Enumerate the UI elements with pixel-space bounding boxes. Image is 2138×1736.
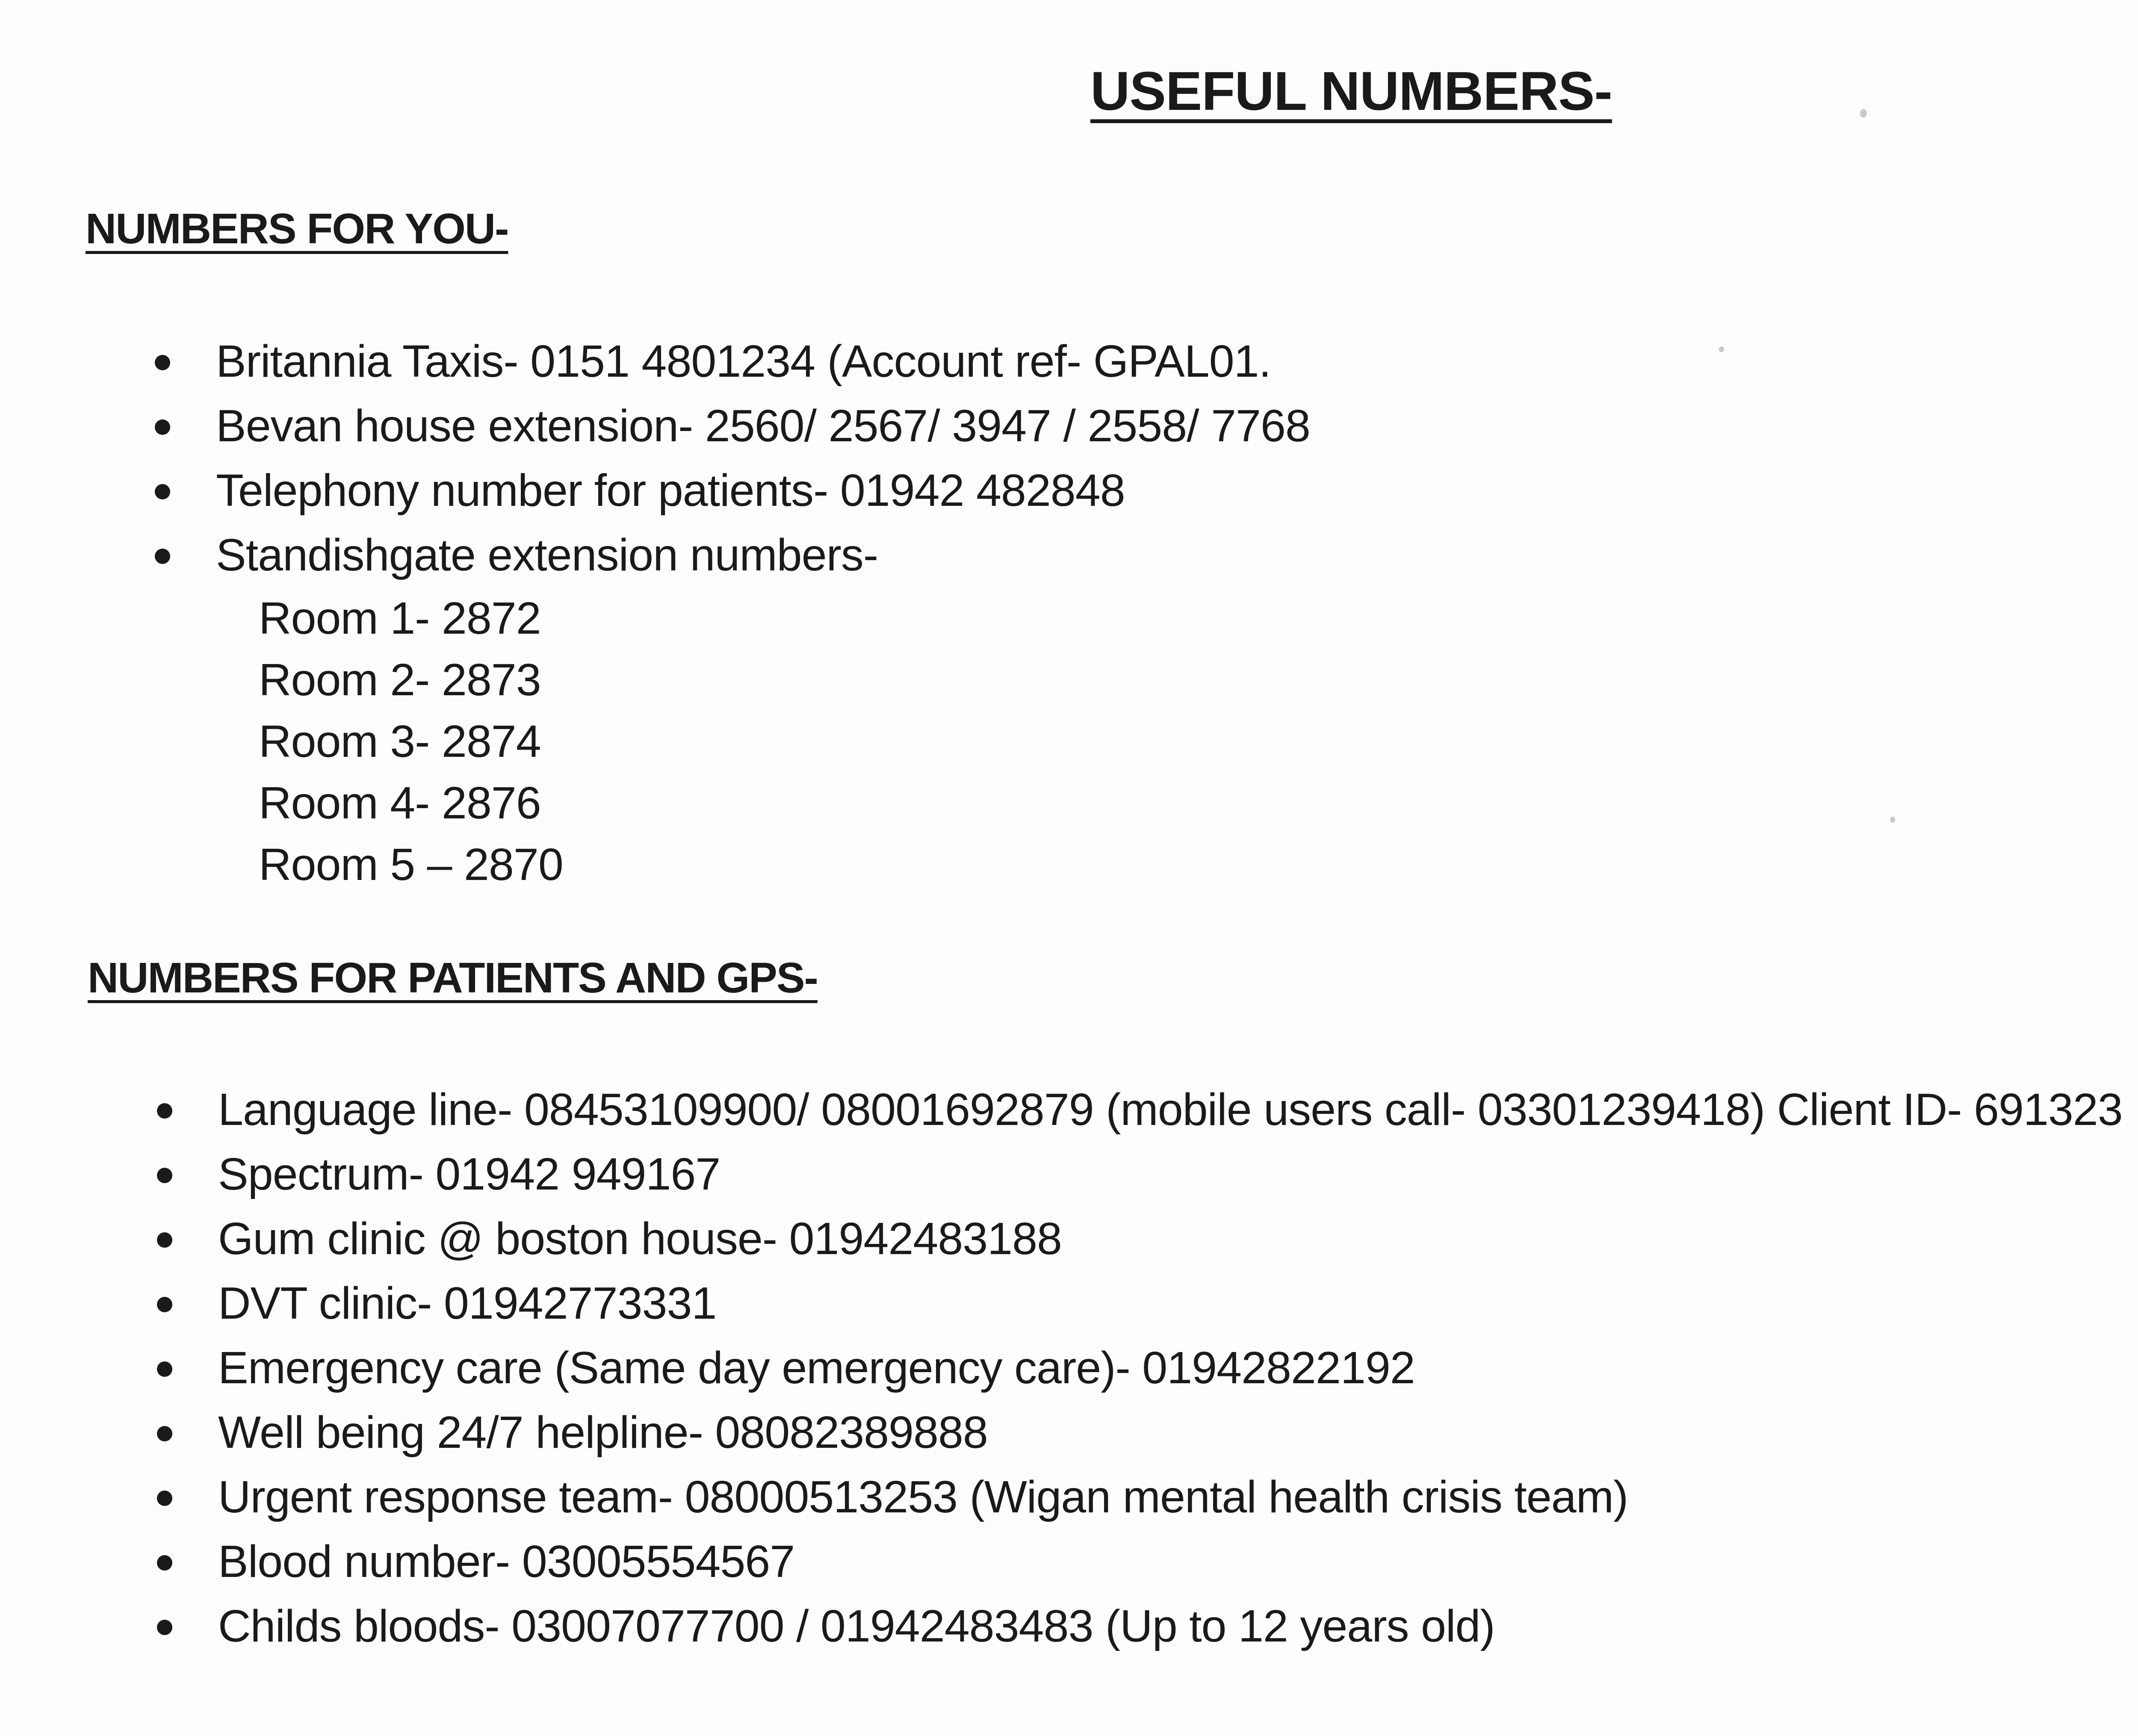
bullet-icon bbox=[157, 1491, 172, 1506]
list-item bbox=[145, 329, 1310, 394]
list-item-text: Britannia Taxis- 0151 4801234 (Account ref- GPAL01. bbox=[216, 336, 1271, 387]
bullet-icon bbox=[157, 1361, 172, 1377]
bullet-icon bbox=[155, 484, 170, 499]
list-item-text: Gum clinic @ boston house- 01942483188 bbox=[218, 1213, 1062, 1264]
list-item-text: Blood number- 03005554567 bbox=[218, 1536, 795, 1587]
bullet-icon bbox=[155, 355, 170, 370]
room-extension-list bbox=[216, 588, 1310, 895]
list-item bbox=[148, 1078, 2123, 1142]
scan-speck bbox=[1719, 346, 1724, 352]
numbers-for-patients-list bbox=[148, 1078, 2123, 1659]
numbers-for-you-list bbox=[145, 329, 1310, 895]
room-extension-item: Room 1- 2872 bbox=[259, 593, 541, 644]
list-item bbox=[148, 1529, 2123, 1594]
bullet-icon bbox=[157, 1426, 172, 1441]
bullet-icon bbox=[157, 1297, 172, 1312]
list-item-text: Urgent response team- 08000513253 (Wigan mental health crisis team) bbox=[218, 1472, 1628, 1522]
list-item bbox=[148, 1400, 2123, 1465]
list-item bbox=[145, 523, 1310, 895]
list-item-text: Childs bloods- 03007077700 / 01942483483 (Up to 12 years old) bbox=[218, 1601, 1495, 1651]
bullet-icon bbox=[157, 1103, 172, 1119]
room-extension-item: Room 3- 2874 bbox=[259, 716, 541, 767]
list-item-text: Well being 24/7 helpline- 08082389888 bbox=[218, 1407, 988, 1458]
list-item-text: Telephony number for patients- 01942 482848 bbox=[216, 465, 1125, 516]
section-heading-numbers-for-patients-and-gps: NUMBERS FOR PATIENTS AND GPS- bbox=[88, 954, 818, 1002]
list-item bbox=[148, 1336, 2123, 1400]
list-item bbox=[148, 1271, 2123, 1336]
list-item-text: Language line- 08453109900/ 08001692879 (mobile users call- 03301239418) Client ID- 691323 bbox=[218, 1084, 2123, 1135]
scan-speck bbox=[1890, 817, 1895, 823]
room-extension-item: Room 5 – 2870 bbox=[259, 839, 563, 890]
list-item bbox=[145, 394, 1310, 458]
bullet-icon bbox=[157, 1232, 172, 1248]
bullet-icon bbox=[155, 419, 170, 435]
scan-speck bbox=[1860, 109, 1867, 118]
bullet-icon bbox=[157, 1555, 172, 1571]
bullet-icon bbox=[157, 1620, 172, 1635]
room-extension-item: Room 2- 2873 bbox=[259, 655, 541, 705]
list-item bbox=[148, 1142, 2123, 1207]
room-extension-item: Room 4- 2876 bbox=[259, 778, 541, 828]
list-item bbox=[148, 1207, 2123, 1271]
list-item bbox=[145, 458, 1310, 523]
list-item-text: Emergency care (Same day emergency care)- 01942822192 bbox=[218, 1343, 1415, 1393]
list-item-text: Spectrum- 01942 949167 bbox=[218, 1149, 721, 1199]
bullet-icon bbox=[157, 1168, 172, 1183]
list-item bbox=[148, 1594, 2123, 1659]
list-item-text: Standishgate extension numbers- bbox=[216, 530, 878, 580]
list-item-text: Bevan house extension- 2560/ 2567/ 3947 / 2558/ 7768 bbox=[216, 401, 1310, 451]
bullet-icon bbox=[155, 549, 170, 564]
page-title: USEFUL NUMBERS- bbox=[1090, 61, 1612, 122]
section-heading-numbers-for-you: NUMBERS FOR YOU- bbox=[86, 205, 508, 253]
list-item bbox=[148, 1465, 2123, 1529]
list-item-text: DVT clinic- 01942773331 bbox=[218, 1278, 717, 1329]
